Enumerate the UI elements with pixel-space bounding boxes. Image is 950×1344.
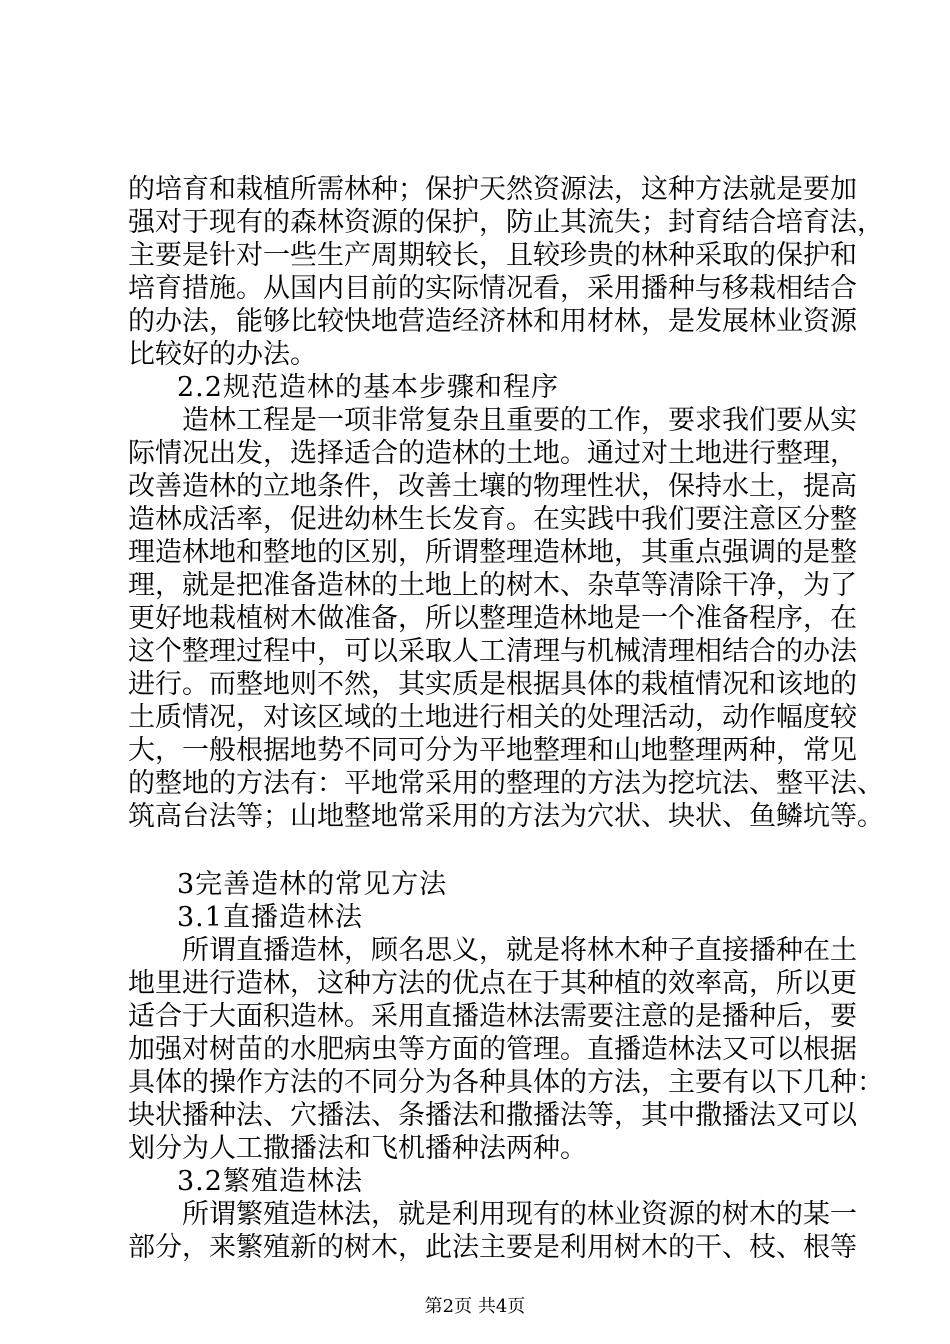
paragraph-line: 强对于现有的森林资源的保护，防止其流失；封育结合培育法， [128, 207, 884, 238]
paragraph-line: 造林成活率，促进幼林生长发育。在实践中我们要注意区分整 [128, 504, 857, 535]
paragraph-line: 加强对树苗的水肥病虫等方面的管理。直播造林法又可以根据 [128, 1034, 857, 1065]
paragraph-line: 比较好的办法。 [128, 339, 317, 370]
page-number-footer: 第2页 共4页 [424, 1296, 526, 1317]
paragraph-line: 划分为人工撒播法和飞机播种法两种。 [128, 1133, 587, 1164]
paragraph-line: 土质情况，对该区域的土地进行相关的处理活动，动作幅度较 [128, 702, 857, 733]
paragraph-line: 大，一般根据地势不同可分为平地整理和山地整理两种，常见 [128, 735, 857, 766]
section-heading-2-2: 2.2规范造林的基本步骤和程序 [177, 372, 559, 403]
paragraph-line: 的培育和栽植所需林种；保护天然资源法，这种方法就是要加 [128, 174, 857, 205]
paragraph-line: 筑高台法等；山地整地常采用的方法为穴状、块状、鱼鳞坑等。 [128, 801, 884, 832]
paragraph-line: 所谓繁殖造林法，就是利用现有的林业资源的树木的某一 [182, 1199, 857, 1230]
paragraph-line: 进行。而整地则不然，其实质是根据具体的栽植情况和该地的 [128, 669, 857, 700]
paragraph-line: 改善造林的立地条件，改善土壤的物理性状，保持水土，提高 [128, 471, 857, 502]
paragraph-line: 的办法，能够比较快地营造经济林和用材林，是发展林业资源 [128, 306, 857, 337]
paragraph-line: 理造林地和整地的区别，所谓整理造林地，其重点强调的是整 [128, 537, 857, 568]
section-heading-3: 3完善造林的常见方法 [177, 869, 448, 900]
paragraph-line: 更好地栽植树木做准备，所以整理造林地是一个准备程序，在 [128, 603, 857, 634]
section-heading-3-1: 3.1直播造林法 [177, 902, 363, 933]
paragraph-line: 部分，来繁殖新的树木，此法主要是利用树木的干、枝、根等 [128, 1232, 857, 1263]
paragraph-line: 造林工程是一项非常复杂且重要的工作，要求我们要从实 [182, 405, 857, 436]
paragraph-line: 这个整理过程中，可以采取人工清理与机械清理相结合的办法 [128, 636, 857, 667]
paragraph-line: 具体的操作方法的不同分为各种具体的方法，主要有以下几种： [128, 1067, 884, 1098]
paragraph-line: 地里进行造林，这种方法的优点在于其种植的效率高，所以更 [128, 968, 857, 999]
paragraph-line: 块状播种法、穴播法、条播法和撒播法等，其中撒播法又可以 [128, 1100, 857, 1131]
paragraph-line: 理，就是把准备造林的土地上的树木、杂草等清除干净，为了 [128, 570, 857, 601]
paragraph-line: 主要是针对一些生产周期较长，且较珍贵的林种采取的保护和 [128, 240, 857, 271]
paragraph-line: 适合于大面积造林。采用直播造林法需要注意的是播种后，要 [128, 1001, 857, 1032]
section-heading-3-2: 3.2繁殖造林法 [177, 1166, 363, 1197]
paragraph-line: 培育措施。从国内目前的实际情况看，采用播种与移栽相结合 [128, 273, 857, 304]
paragraph-line: 所谓直播造林，顾名思义，就是将林木种子直接播种在土 [182, 935, 857, 966]
paragraph-line: 际情况出发，选择适合的造林的土地。通过对土地进行整理， [128, 438, 857, 469]
paragraph-line: 的整地的方法有：平地常采用的整理的方法为挖坑法、整平法、 [128, 768, 884, 799]
